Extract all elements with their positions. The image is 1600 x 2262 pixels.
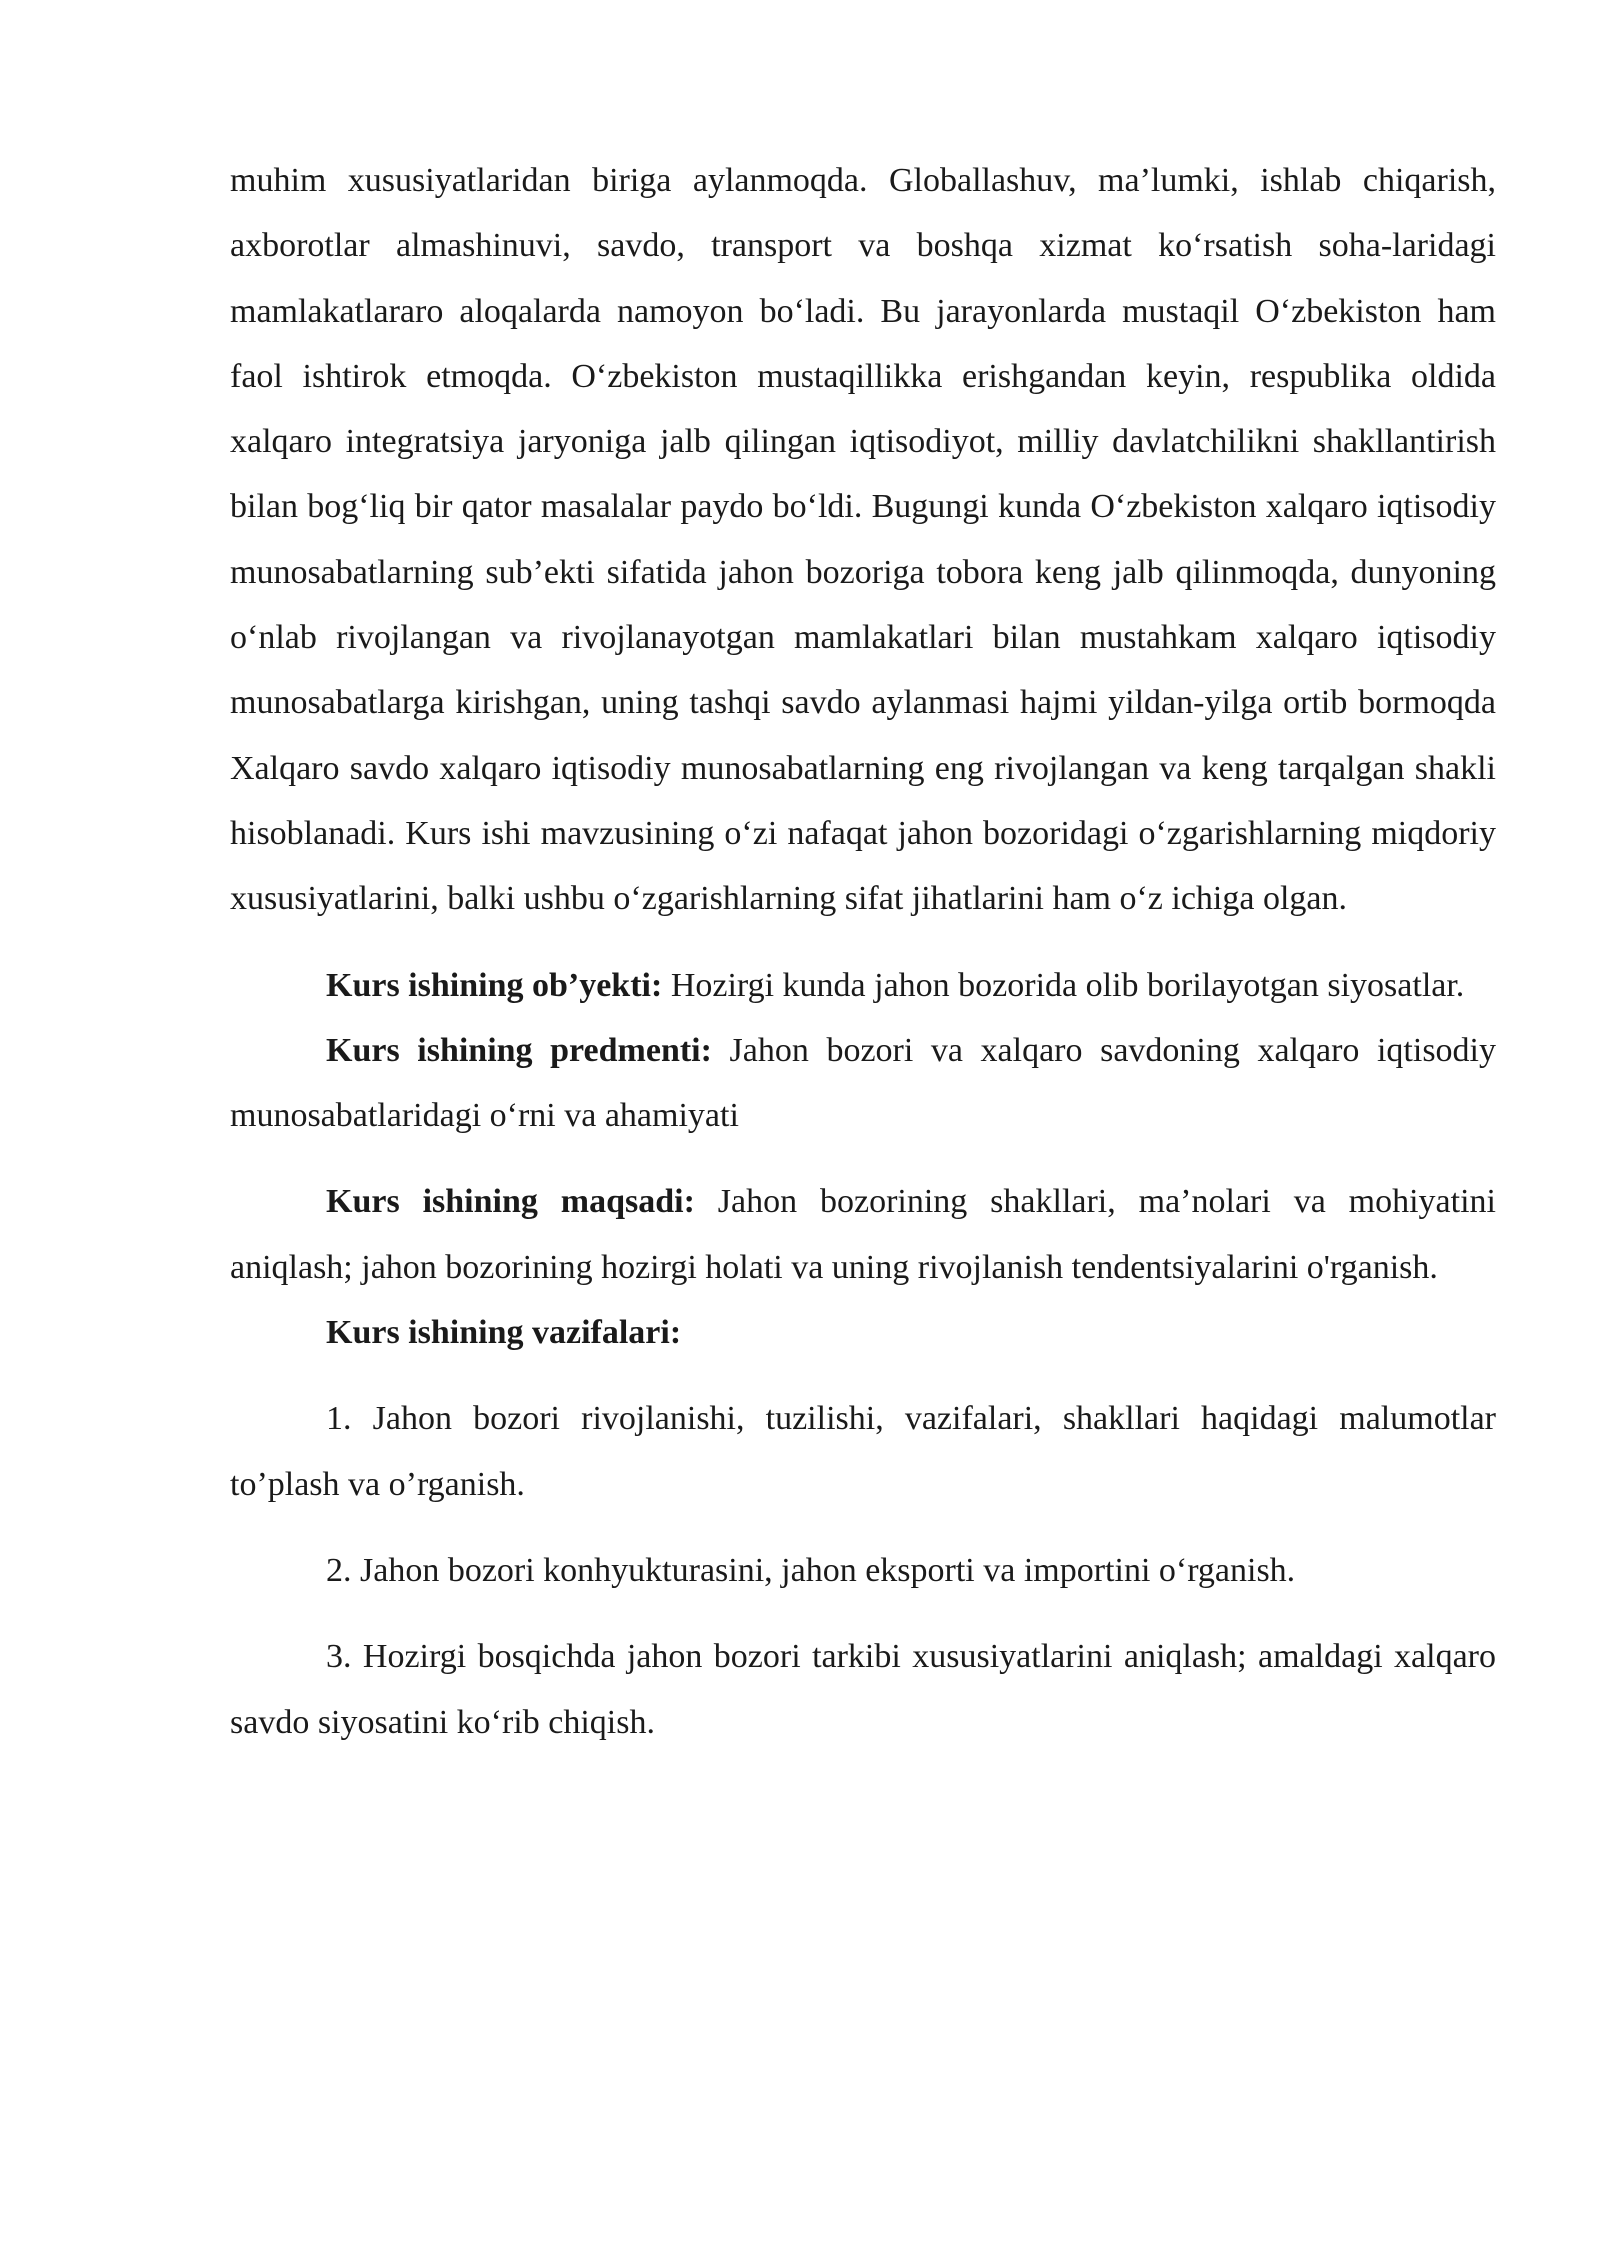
document-page: [230, 148, 1496, 1755]
goal-paragraph: [230, 1169, 1496, 1300]
tasks-heading: Kurs ishining vazifalari:: [326, 1314, 682, 1352]
goal-label: Kurs ishining maqsadi:: [326, 1183, 695, 1221]
subject-text: Jahon bozori va xalqaro savdoning xalqaro iqtisodiy munosabatlaridagi o‘rni va ahamiyati: [230, 1031, 1496, 1135]
task-item-2: 2. Jahon bozori konhyukturasini, jahon eksporti va importini o‘rganish.: [326, 1551, 1296, 1589]
subject-paragraph: [230, 1018, 1496, 1149]
goal-text: Jahon bozorining shakllari, ma’nolari va mohiyatini aniqlash; jahon bozorining hozirgi holati va uning rivojlanish tendentsiyalarini o'rganish.: [230, 1183, 1496, 1286]
task-item-3: 3. Hozirgi bosqichda jahon bozori tarkibi xususiyatlarini aniqlash; amaldagi xalqaro savdo siyosatini ko‘rib chiqish.: [230, 1638, 1496, 1741]
intro-paragraph: muhim xususiyatlaridan biriga aylanmoqda. Globallashuv, ma’lumki, ishlab chiqarish, axborotlar almashinuvi, savdo, transport va boshqa xizmat ko‘rsatish soha-laridagi mamlakatlararo aloqalarda namoyon bo‘ladi. Bu jarayonlarda mustaqil O‘zbekiston ham faol ishtirok etmoqda. O‘zbekiston mustaqillikka erishgandan keyin, respublika oldida xalqaro integratsiya jaryoniga jalb qilingan iqtisodiyot, milliy davlatchilikni shakllantirish bilan bog‘liq bir qator masalalar paydo bo‘ldi. Bugungi kunda O‘zbekiston xalqaro iqtisodiy munosabatlarning sub’ekti sifatida jahon bozoriga tobora keng jalb qilinmoqda, dunyoning o‘nlab rivojlangan va rivojlanayotgan mamlakatlari bilan mustahkam xalqaro iqtisodiy munosabatlarga kirishgan, uning tashqi savdo aylanmasi hajmi yildan-yilga ortib bormoqda Xalqaro savdo xalqaro iqtisodiy munosabatlarning eng rivojlangan va keng tarqalgan shakli hisoblanadi. Kurs ishi mavzusining o‘zi nafaqat jahon bozoridagi o‘zgarishlarning miqdoriy xususiyatlarini, balki ushbu o‘zgarishlarning sifat jihatlarini ham o‘z ichiga olgan.: [230, 162, 1496, 918]
object-paragraph: [230, 953, 1496, 1018]
task-item-1: 1. Jahon bozori rivojlanishi, tuzilishi, vazifalari, shakllari haqidagi malumotlar to’plash va o’rganish.: [230, 1400, 1496, 1503]
subject-label: Kurs ishining predmenti:: [326, 1031, 712, 1069]
object-text: Hozirgi kunda jahon bozorida olib borilayotgan siyosatlar.: [662, 966, 1465, 1004]
object-label: Kurs ishining ob’yekti:: [326, 966, 663, 1004]
